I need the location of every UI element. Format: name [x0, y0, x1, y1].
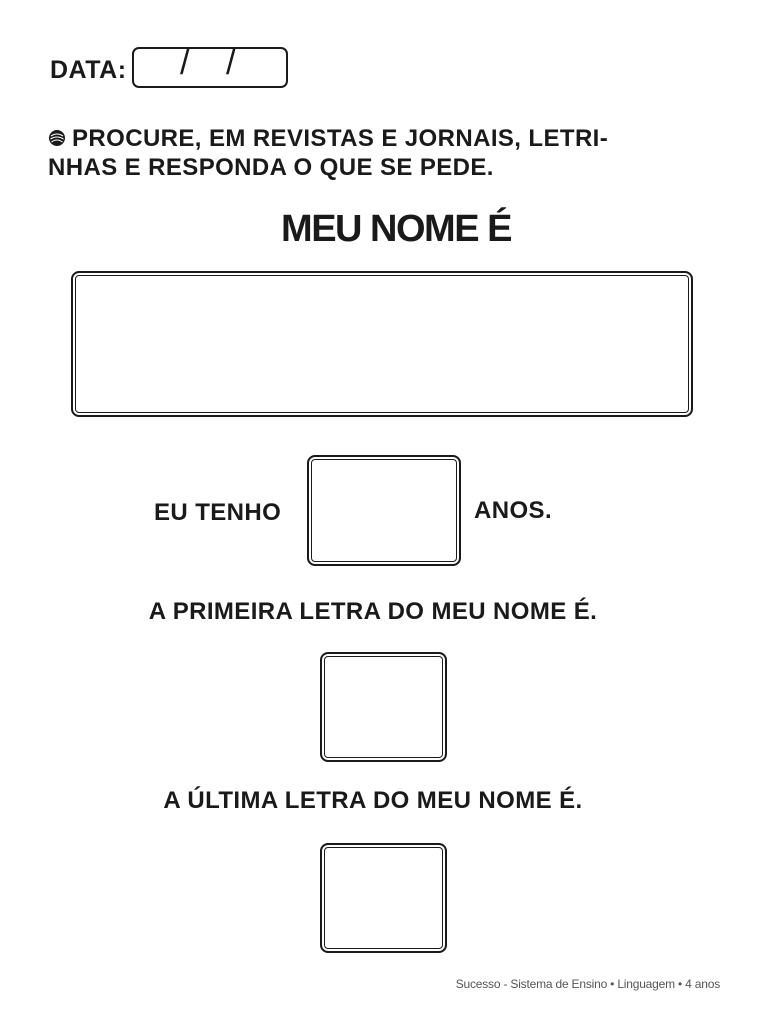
first-letter-label: A PRIMEIRA LETRA DO MEU NOME É. [148, 598, 598, 625]
date-field[interactable] [132, 44, 288, 88]
instruction-text [48, 124, 728, 182]
last-letter-answer-box[interactable] [320, 843, 447, 953]
name-answer-box[interactable] [71, 271, 693, 417]
instruction-line-2: NHAS E RESPONDA O QUE SE PEDE. [48, 154, 494, 181]
last-letter-label: A ÚLTIMA LETRA DO MEU NOME É. [163, 787, 583, 814]
age-answer-box[interactable] [307, 455, 461, 566]
date-separator: / [180, 44, 190, 82]
date-label: DATA: [50, 56, 127, 84]
date-separator: / [226, 44, 236, 82]
age-suffix-label: ANOS. [474, 497, 553, 524]
age-prefix-label: EU TENHO [154, 499, 282, 526]
instruction-line-1: PROCURE, EM REVISTAS E JORNAIS, LETRI- [72, 125, 609, 152]
footer-text: Sucesso - Sistema de Ensino • Linguagem • 4 anos [455, 977, 720, 991]
first-letter-answer-box[interactable] [320, 652, 447, 762]
scribble-circle-icon [48, 125, 66, 143]
page-title: MEU NOME É [281, 208, 511, 250]
